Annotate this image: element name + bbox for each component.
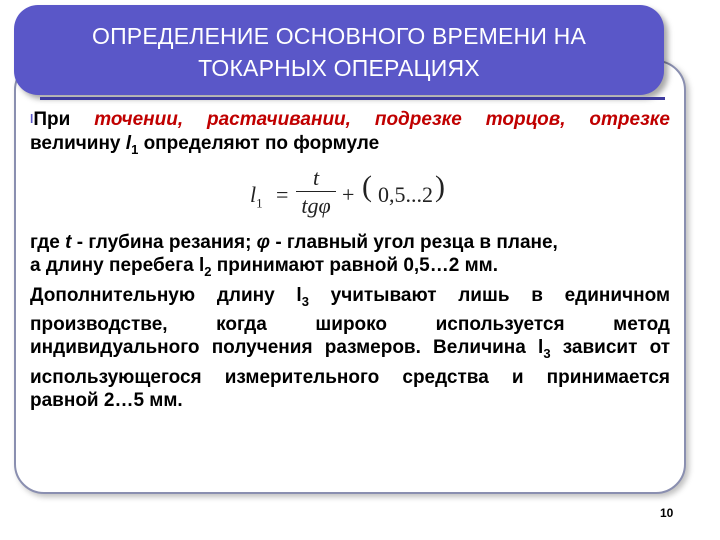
def-text-a: где (30, 231, 66, 253)
page-number: 10 (660, 506, 674, 520)
slide-body (30, 108, 670, 413)
formula-lhs: $l_1$ (250, 181, 263, 211)
var-l3: l (296, 284, 302, 306)
title-underline (40, 97, 665, 100)
var-l3-second: l (538, 337, 544, 359)
additional-text-b: учитывают лишь в единичном производстве, когда широко используется метод индивидуального получения размеров. Величина (30, 284, 670, 359)
formula-equals: = (276, 181, 289, 207)
paragraph-intro (30, 108, 670, 161)
additional-text-a: Дополнительную длину (30, 284, 297, 306)
fraction-bar (296, 191, 336, 192)
bullet-icon: l (30, 112, 34, 126)
def-text-c: - главный угол резца в плане, (270, 231, 558, 253)
var-phi: φ (256, 231, 271, 253)
formula-block (30, 161, 670, 231)
var-sub-1: 1 (131, 141, 139, 157)
intro-text-b: определяют по формуле (138, 132, 380, 154)
overrun-text-b: принимают равной 0,5…2 мм. (211, 255, 498, 277)
intro-text-a: величину (30, 132, 126, 154)
additional-text-c: зависит от использующегося измерительного средства и принимается равной 2…5 мм. (30, 337, 671, 412)
intro-lead: При (33, 109, 71, 130)
paragraph-definitions (30, 231, 670, 255)
title-line-2: ТОКАРНЫХ ОПЕРАЦИЯХ (198, 55, 480, 81)
formula-range: 0,5...2 (378, 181, 433, 207)
title-banner (14, 5, 664, 95)
formula-open-paren: ( (362, 169, 372, 203)
var-sub-3-second: 3 (543, 346, 551, 362)
var-l: l (125, 132, 132, 154)
paragraph-additional (30, 284, 670, 413)
var-l2: l (199, 255, 205, 277)
formula-close-paren: ) (435, 169, 445, 203)
def-text-b: - глубина резания; (71, 231, 257, 253)
formula-numerator: t (312, 164, 320, 190)
paragraph-overrun (30, 254, 670, 283)
formula-plus: + (342, 181, 355, 207)
formula-denominator: tgφ (301, 192, 331, 218)
var-sub-3: 3 (301, 293, 309, 309)
overrun-text-a: а длину перебега (30, 255, 200, 277)
formula-fraction (296, 164, 336, 218)
var-t: t (65, 231, 72, 253)
operations-list: точении, растачивании, подрезке торцов, отрезке (70, 109, 670, 130)
title-line-1: ОПРЕДЕЛЕНИЕ ОСНОВНОГО ВРЕМЕНИ НА (91, 23, 586, 49)
var-sub-2: 2 (204, 264, 212, 280)
